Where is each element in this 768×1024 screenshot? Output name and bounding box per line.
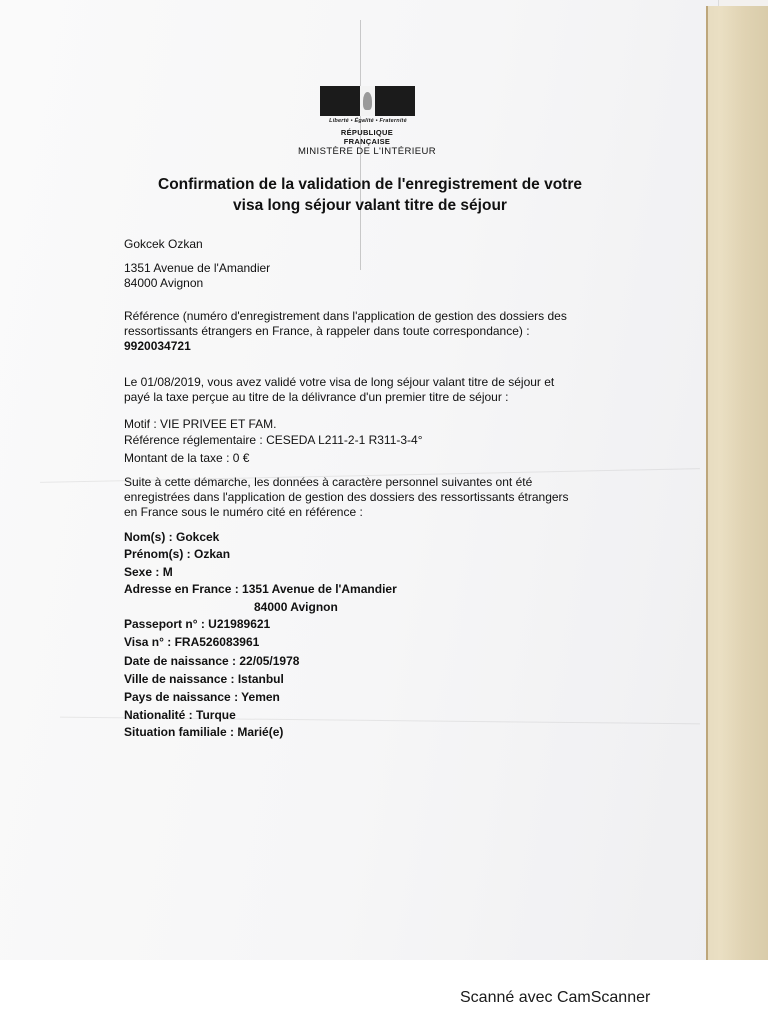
field-situation: Situation familiale : Marié(e) [124,725,284,739]
reference-line-1: Référence (numéro d'enregistrement dans l'application de gestion des dossiers des [124,309,567,323]
validation-line-1: Le 01/08/2019, vous avez validé votre visa de long séjour valant titre de séjour et [124,375,555,389]
wooden-board [708,6,768,960]
ministry-name: MINISTÈRE DE L'INTÉRIEUR [297,146,437,157]
marianne-logo-icon [320,86,415,116]
notice-line-1: Suite à cette démarche, les données à caractère personnel suivantes ont été [124,475,533,489]
field-sexe: Sexe : M [124,565,173,579]
reference-number: 9920034721 [124,339,191,353]
recipient-street: 1351 Avenue de l'Amandier [124,261,271,275]
montant-taxe: Montant de la taxe : 0 € [124,451,250,465]
motif: Motif : VIE PRIVEE ET FAM. [124,417,277,431]
notice-line-3: en France sous le numéro cité en référence : [124,505,363,519]
field-ville-naissance: Ville de naissance : Istanbul [124,672,284,686]
recipient-name: Gokcek Ozkan [124,237,203,251]
republique-francaise: RÉPUBLIQUE FRANÇAISE [340,128,394,146]
camscanner-watermark: Scanné avec CamScanner [460,989,651,1006]
reference-reglementaire: Référence réglementaire : CESEDA L211-2-1 R311-3-4° [124,433,423,447]
field-date-naissance: Date de naissance : 22/05/1978 [124,654,300,668]
field-prenom: Prénom(s) : Ozkan [124,547,231,561]
field-nationalite: Nationalité : Turque [124,708,236,722]
field-adresse: Adresse en France : 1351 Avenue de l'Amandier [124,582,397,596]
field-adresse-city: 84000 Avignon [254,600,338,614]
field-visa: Visa n° : FRA526083961 [124,635,260,649]
title-line-1: Confirmation de la validation de l'enregistrement de votre [158,176,582,193]
reference-line-2: ressortissants étrangers en France, à rappeler dans toute correspondance) : [124,324,530,338]
recipient-city: 84000 Avignon [124,276,204,290]
notice-line-2: enregistrées dans l'application de gestion des dossiers des ressortissants étrangers [124,490,569,504]
document-title [110,174,630,216]
validation-line-2: payé la taxe perçue au titre de la délivrance d'un premier titre de séjour : [124,390,509,404]
field-nom: Nom(s) : Gokcek [124,530,220,544]
republic-motto: Liberté • Égalité • Fraternité [329,118,407,124]
title-line-2: visa long séjour valant titre de séjour [233,197,507,214]
field-pays-naissance: Pays de naissance : Yemen [124,690,280,704]
field-passeport: Passeport n° : U21989621 [124,617,271,631]
